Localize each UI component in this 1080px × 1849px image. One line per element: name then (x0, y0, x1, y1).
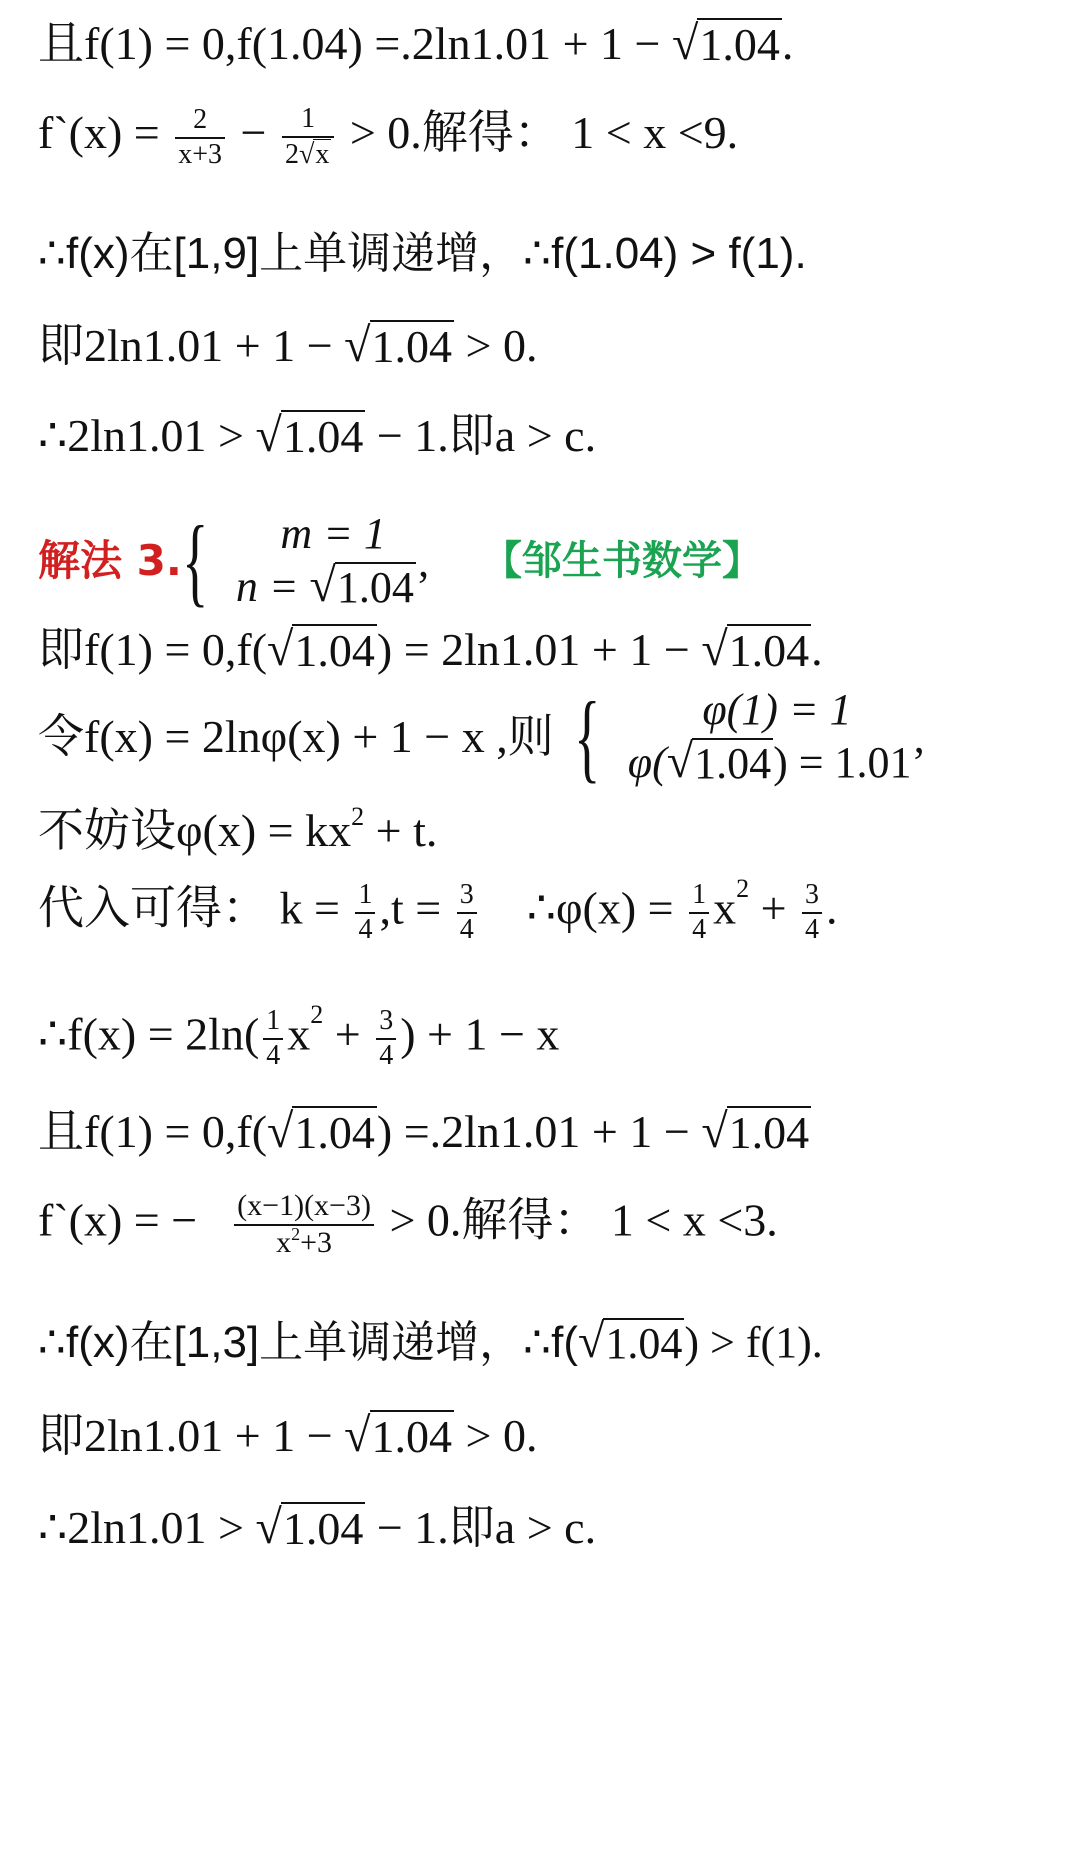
sqrt: √ 1.04 (344, 319, 453, 372)
eq-line-16: ∴2ln1.01 > √ 1.04 − 1.即a > c. (38, 1501, 597, 1554)
method-3-header (38, 504, 763, 616)
eq-line-7: 即f(1) = 0,f( √ 1.04 ) = 2ln1.01 + 1 − √ 1.04 . (38, 623, 823, 676)
eq-line-4: 即2ln1.01 + 1 − √ 1.04 > 0. (38, 319, 538, 372)
eq-line-10: 代入可得： k = $\frac{1}{4}$ ,t = $\frac{3}{4}$ ∴φ(x) = $\frac{1}{4}$ $x^2$ + $\frac{3}{4}$ . (38, 874, 838, 946)
eq-line-11: ∴f(x) = 2ln( $\frac{1}{4}$ $x^2$ + $\frac{3}{4}$ ) + 1 − x (38, 1000, 560, 1072)
eq-line-12: 且f(1) = 0,f( √ 1.04 ) =.2ln1.01 + 1 − √ 1.04 (38, 1105, 810, 1158)
eq-text: 且f(1) = 0,f(1.04) =.2ln1.01 + 1 − (38, 18, 672, 69)
equation-system: { m = 1 n = √ 1.04 ’ (181, 504, 431, 616)
sqrt: √ 1.04 (671, 17, 780, 70)
eq-line-13: f`(x) = − $\frac{(x-1)(x-3)}{x^2+3}$ > 0.解得： 1 < x <3. (38, 1189, 778, 1260)
eq-line-2: f`(x) = $\frac{2}{x+3}$ − 1 2 √ x > 0.解得： 1 < x <9. (38, 103, 739, 171)
eq-line-14: ∴f(x)在[1,3]上单调递增，∴f( √ 1.04 ) > f(1). (38, 1315, 823, 1368)
equation-system: { φ(1) = 1 φ( √ 1.04 ) = 1.01’ (573, 680, 927, 792)
eq-line-5: ∴2ln1.01 > √ 1.04 − 1.即a > c. (38, 409, 597, 462)
brand-tag: 【邹生书数学】 (482, 537, 763, 584)
eq-line-1: 且f(1) = 0,f(1.04) =.2ln1.01 + 1 − √ 1.04 . (38, 17, 794, 70)
eq-line-3: ∴f(x)在[1,9]上单调递增，∴f(1.04) > f(1). (38, 229, 807, 278)
eq-line-9: 不妨设$\varphi(x) = kx^2 + t$. (38, 802, 438, 856)
method-label: 解法 3. (38, 535, 182, 585)
eq-line-15: 即2ln1.01 + 1 − √ 1.04 > 0. (38, 1409, 538, 1462)
fraction: $\frac{2}{x+3}$ (175, 105, 225, 170)
sqrt: √ 1.04 (255, 409, 364, 462)
fraction: 1 2 √ x (282, 104, 334, 170)
eq-line-8: 令f(x) = 2lnφ(x) + 1 − x ,则 { φ(1) = 1 φ( √ 1.04 ) = 1.01’ (38, 680, 927, 792)
